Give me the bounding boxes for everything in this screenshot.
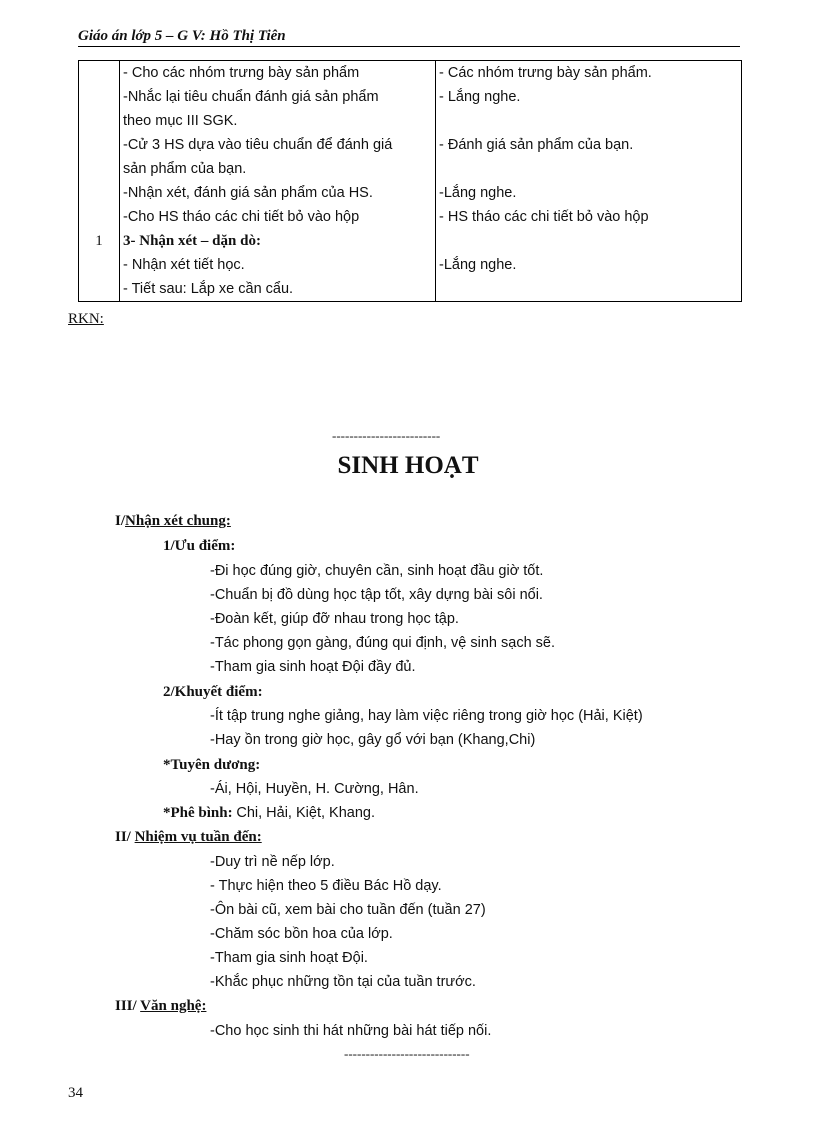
lesson-table	[78, 60, 742, 302]
student-line	[436, 109, 741, 133]
section2-heading	[115, 829, 262, 846]
teacher-line: -Cử 3 HS dựa vào tiêu chuẩn để đánh giá	[123, 137, 393, 153]
teacher-line: - Nhận xét tiết học.	[123, 257, 245, 273]
table-row	[79, 61, 742, 302]
student-line: - Các nhóm trưng bày sản phẩm.	[439, 65, 652, 81]
page-header: Giáo án lớp 5 – G V: Hồ Thị Tiên	[78, 26, 740, 47]
list-item: - Thực hiện theo 5 điều Bác Hồ dạy.	[210, 878, 442, 894]
student-line	[436, 157, 741, 181]
list-item: -Ít tập trung nghe giảng, hay làm việc riêng trong giờ học (Hải, Kiệt)	[210, 708, 643, 724]
list-item: -Khắc phục những tồn tại của tuần trước.	[210, 974, 476, 990]
list-item: -Duy trì nề nếp lớp.	[210, 854, 335, 870]
divider-top: -------------------------	[332, 428, 441, 443]
list-item: -Ôn bài cũ, xem bài cho tuần đến (tuần 27)	[210, 902, 486, 918]
rkn-label: RKN:	[68, 311, 104, 327]
teacher-line: - Cho các nhóm trưng bày sản phẩm	[123, 65, 360, 81]
section1-heading	[115, 513, 231, 530]
list-item: -Đoàn kết, giúp đỡ nhau trong học tập.	[210, 611, 459, 627]
uu-diem-heading: 1/Ưu điểm:	[163, 538, 236, 554]
student-line: - Lắng nghe.	[439, 89, 521, 105]
section1-prefix: I/	[115, 513, 126, 529]
student-line: - HS tháo các chi tiết bỏ vào hộp	[439, 209, 649, 225]
tuyen-duong-heading: *Tuyên dương:	[163, 757, 261, 773]
student-line: - Đánh giá sản phẩm của bạn.	[439, 137, 634, 153]
student-line	[436, 229, 741, 253]
page-number: 34	[68, 1085, 83, 1101]
divider-bottom: -----------------------------	[344, 1046, 470, 1061]
teacher-activities-cell	[120, 61, 436, 302]
teacher-line: -Nhận xét, đánh giá sản phẩm của HS.	[123, 185, 373, 201]
phe-binh-row	[163, 805, 375, 822]
page-title: SINH HOẠT	[337, 452, 479, 479]
student-activities-cell	[436, 61, 742, 302]
time-value: 1	[95, 233, 103, 249]
khuyet-diem-heading: 2/Khuyết điểm:	[163, 684, 263, 700]
student-line	[436, 277, 741, 301]
section3-prefix: III/	[115, 998, 141, 1014]
section3-heading	[115, 998, 206, 1015]
phe-binh-names: Chi, Hải, Kiệt, Khang.	[236, 805, 375, 821]
list-item: -Cho học sinh thi hát những bài hát tiếp nối.	[210, 1023, 492, 1039]
time-cell	[79, 61, 120, 302]
teacher-line: theo mục III SGK.	[123, 113, 238, 129]
teacher-section-heading: 3- Nhận xét – dặn dò:	[123, 233, 261, 249]
section2-title: Nhiệm vụ tuần đến:	[134, 829, 262, 845]
phe-binh-heading: *Phê bình:	[163, 805, 233, 821]
list-item: -Chuẩn bị đồ dùng học tập tốt, xây dựng bài sôi nổi.	[210, 587, 543, 603]
list-item: -Chăm sóc bồn hoa của lớp.	[210, 926, 393, 942]
teacher-line: -Cho HS tháo các chi tiết bỏ vào hộp	[123, 209, 360, 225]
section1-title: Nhận xét chung:	[125, 513, 231, 529]
list-item: -Tham gia sinh hoạt Đội đầy đủ.	[210, 659, 416, 675]
tuyen-duong-names: -Ái, Hội, Huyền, H. Cường, Hân.	[210, 781, 419, 797]
teacher-line: -Nhắc lại tiêu chuẩn đánh giá sản phẩm	[123, 89, 379, 105]
student-line: -Lắng nghe.	[439, 257, 517, 273]
list-item: -Tác phong gọn gàng, đúng qui định, vệ sinh sạch sẽ.	[210, 635, 556, 651]
student-line: -Lắng nghe.	[439, 185, 517, 201]
list-item: -Đi học đúng giờ, chuyên cần, sinh hoạt đầu giờ tốt.	[210, 563, 544, 579]
list-item: -Tham gia sinh hoạt Đội.	[210, 950, 368, 966]
section3-title: Văn nghệ:	[140, 998, 207, 1014]
teacher-line: - Tiết sau: Lắp xe cần cẩu.	[123, 281, 294, 297]
teacher-line: sản phẩm của bạn.	[123, 161, 247, 177]
section2-prefix: II/	[115, 829, 135, 845]
list-item: -Hay ồn trong giờ học, gây gổ với bạn (Khang,Chi)	[210, 732, 536, 748]
